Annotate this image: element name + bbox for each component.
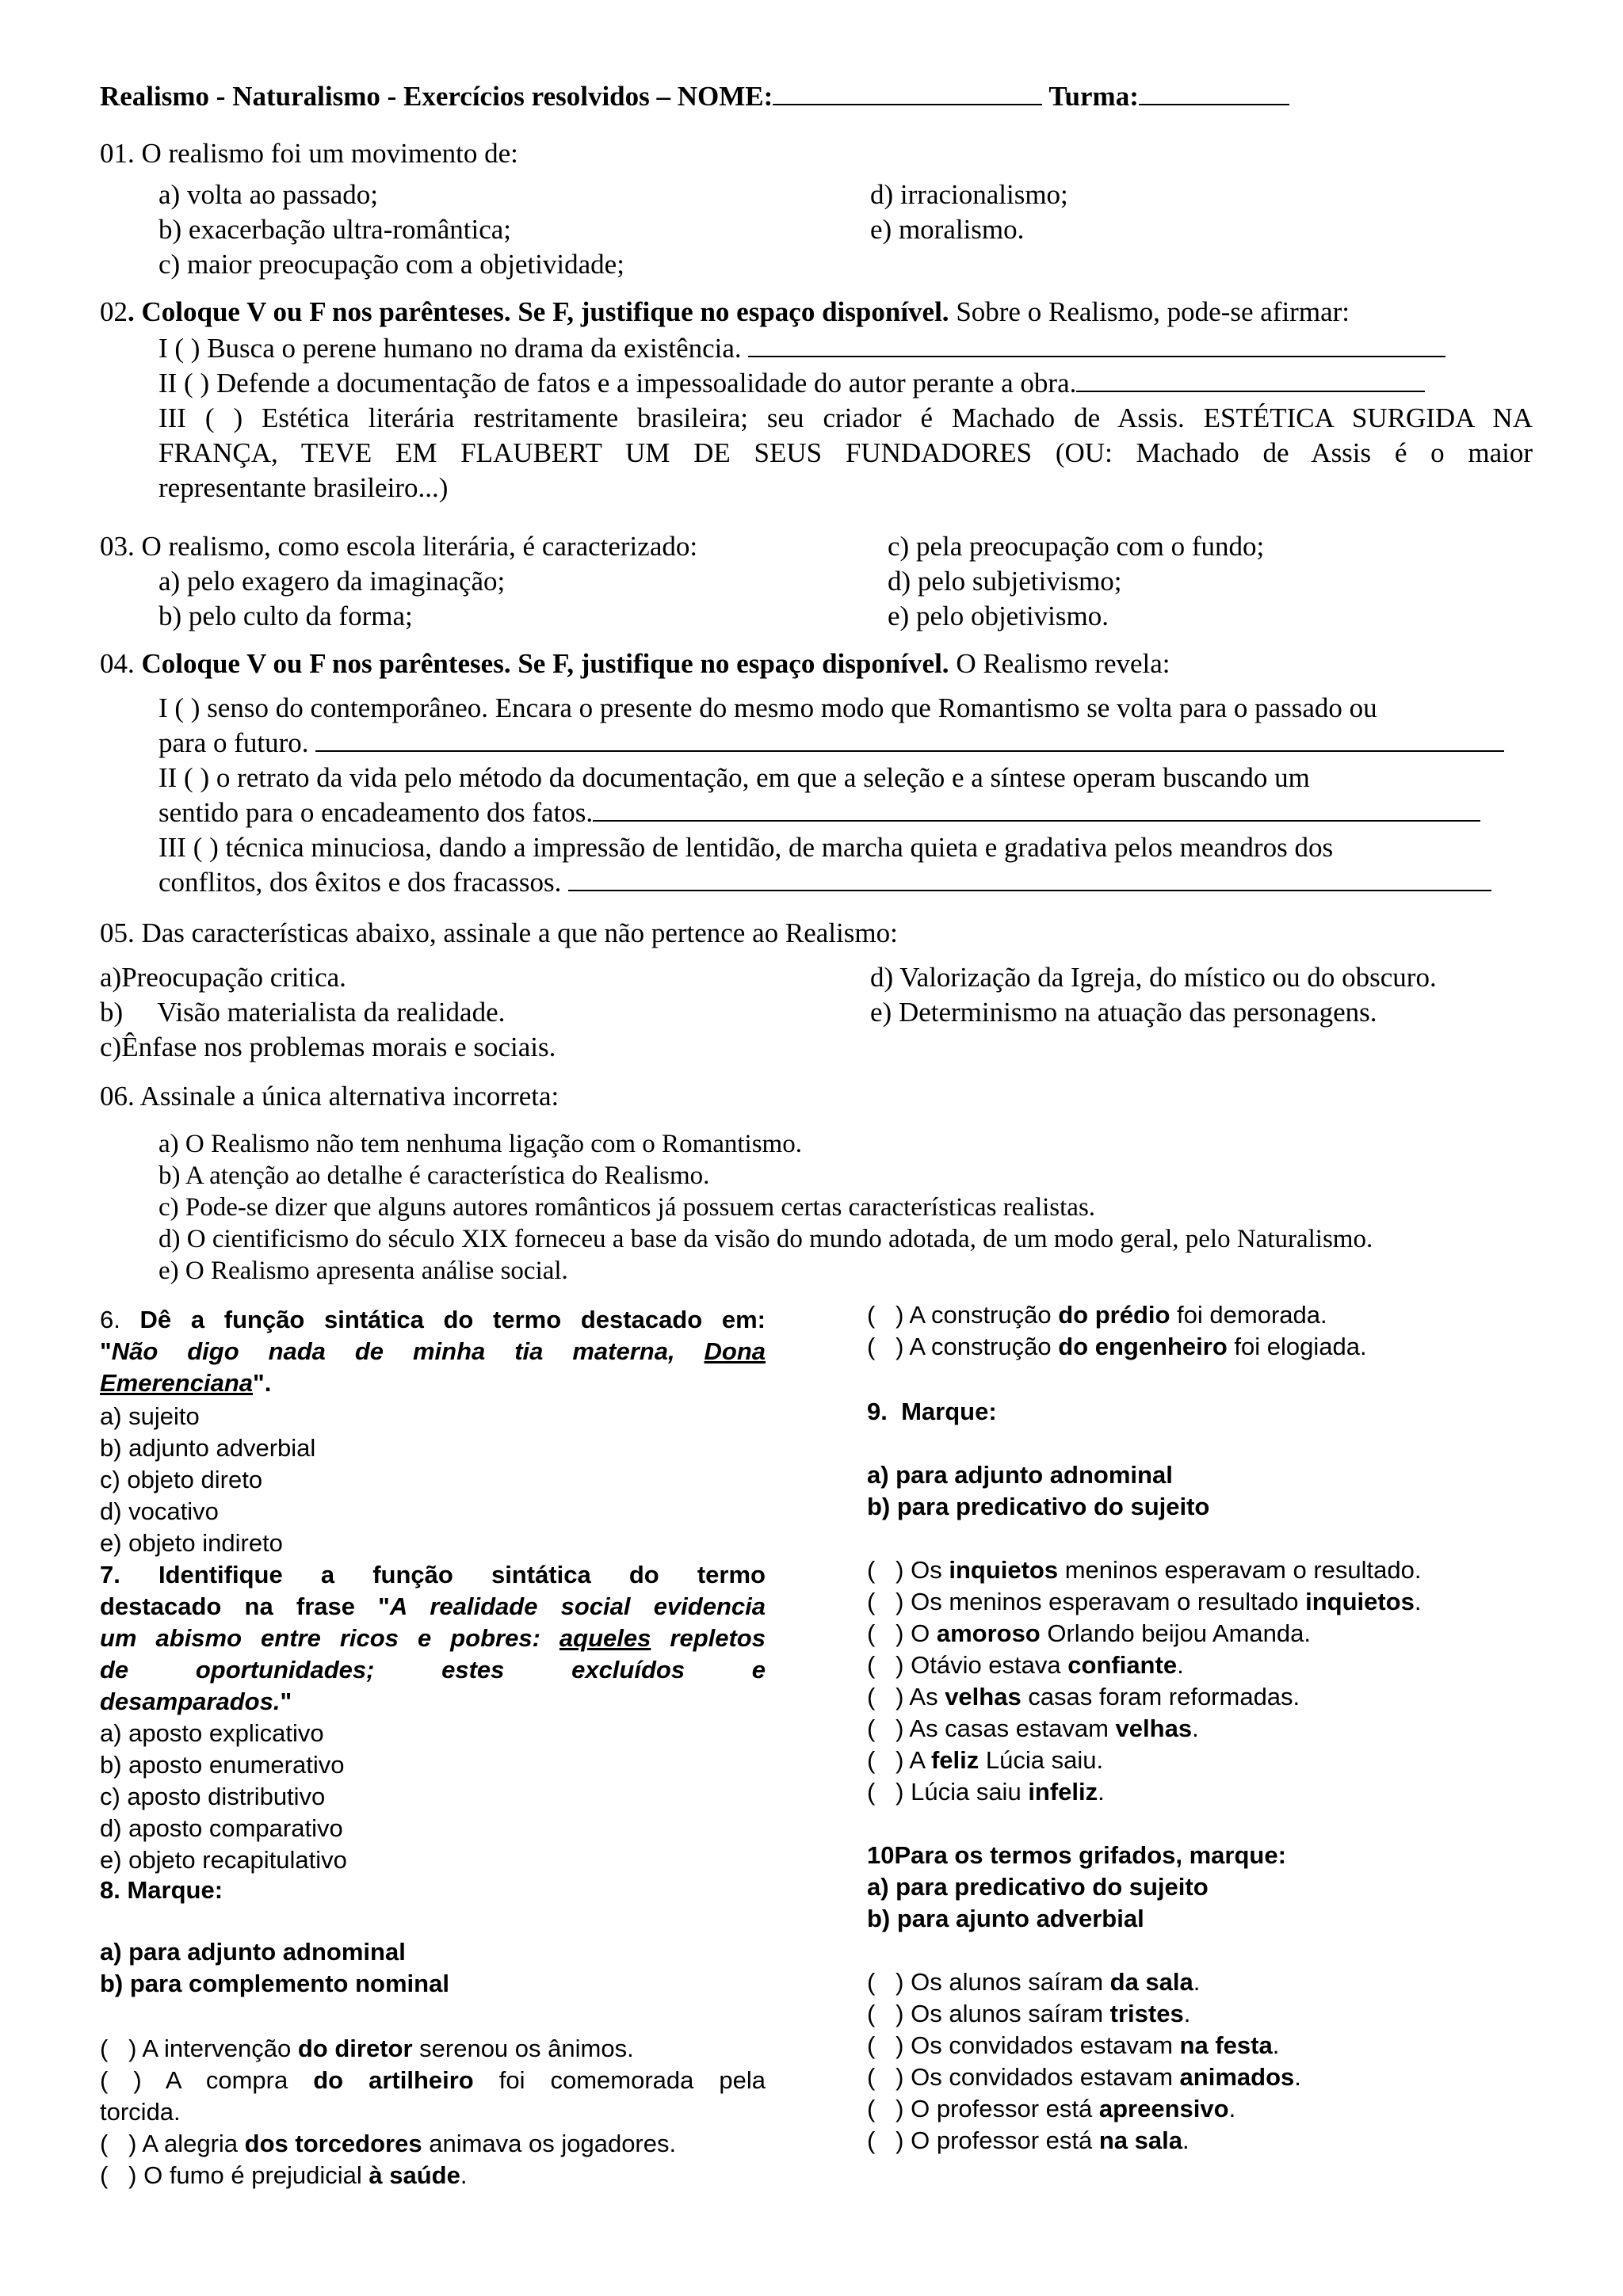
s6-option-b: b) adjunto adverbial [100,1434,316,1462]
s10-item-3-post: . [1272,2031,1280,2059]
s8-item-5-pre: ( ) A construção [867,1301,1059,1329]
s10-item-1 [867,1966,1200,1998]
s8-item-2-cont: torcida. [100,2098,181,2126]
s10-item-6 [867,2125,1190,2157]
s9-item-5 [867,1681,1300,1713]
q2-item-i-text: I ( ) Busca o perene humano no drama da existência. [158,333,742,364]
q3-option-c: c) pela preocupação com o fundo; [888,531,1265,562]
title-text: Realismo - Naturalismo - Exercícios resolvidos – NOME: [100,81,773,112]
q4-item-iii-answer-line[interactable] [568,866,1491,891]
s7-stem-line2-text: destacado na frase " [100,1592,390,1620]
s7-stem-line5 [100,1686,292,1718]
s7-stem-line1: 7. Identifique a função sintática do termo [100,1561,766,1589]
s10-item-5-term: apreensivo [1098,2095,1229,2122]
q3-option-a: a) pelo exagero da imaginação; [158,566,506,597]
s10-item-6-post: . [1182,2126,1190,2154]
s9-item-7 [867,1745,1103,1776]
s8-item-1-post: serenou os ânimos. [412,2035,634,2062]
s9-key-b: b) para predicativo do sujeito [867,1493,1210,1520]
s9-key-a: a) para adjunto adnominal [867,1461,1173,1489]
q5-option-b: b) Visão materialista da realidade. [100,997,506,1028]
s9-item-3-post: Orlando beijou Amanda. [1040,1619,1311,1647]
s10-item-5-post: . [1228,2095,1236,2122]
q4-item-i-line2-text: para o futuro. [158,727,309,758]
s7-option-e: e) objeto recapitulativo [100,1846,347,1874]
s10-item-2 [867,1998,1190,2030]
s10-item-5-pre: ( ) O professor está [867,2095,1099,2122]
s9-item-6 [867,1713,1199,1745]
s6-stem-line2 [100,1336,766,1367]
s6-highlighted-term-a: Dona [704,1337,766,1365]
q4-context: O Realismo revela: [949,648,1170,679]
s9-item-1-term: inquietos [949,1556,1059,1584]
s9-item-2-post: . [1414,1588,1422,1615]
s9-item-8 [867,1776,1105,1808]
q2-item-ii-answer-line[interactable] [1076,367,1425,392]
s6-quote-open: " [100,1337,112,1365]
s9-item-8-pre: ( ) Lúcia saiu [867,1778,1029,1806]
s9-item-4-term: confiante [1067,1651,1178,1679]
s10-item-2-pre: ( ) Os alunos saíram [867,2000,1110,2027]
s6-option-a: a) sujeito [100,1402,200,1430]
s6-option-e: e) objeto indireto [100,1529,283,1557]
q4-item-i-answer-line[interactable] [315,727,1504,752]
s10-key-b: b) para ajunto adverbial [867,1905,1144,1932]
s9-item-1-post: meninos esperavam o resultado. [1058,1556,1422,1584]
q4-item-i-line2 [158,726,1504,761]
s7-stem-line4: de oportunidades; estes excluídos e [100,1656,766,1684]
s8-key-a: a) para adjunto adnominal [100,1938,406,1966]
s10-title: 10Para os termos grifados, marque: [867,1841,1286,1869]
s10-item-1-term: da sala [1109,1968,1193,1996]
q3-option-d: d) pelo subjetivismo; [888,566,1122,597]
s8-item-1 [100,2033,634,2065]
q5-option-a: a)Preocupação critica. [100,962,346,993]
s8-item-6-pre: ( ) A construção [867,1333,1059,1360]
turma-field[interactable] [1139,80,1289,105]
s7-option-b: b) aposto enumerativo [100,1751,345,1779]
s6-sentence: Não digo nada de minha tia materna, [111,1337,705,1365]
s9-item-3-pre: ( ) O [867,1619,937,1647]
q6-option-e: e) O Realismo apresenta análise social. [158,1257,568,1285]
s10-item-3 [867,2030,1279,2061]
s8-item-3 [100,2128,676,2160]
s8-item-5-post: foi demorada. [1170,1301,1327,1329]
q4-item-iii-line1: III ( ) técnica minuciosa, dando a impressão de lentidão, de marcha quieta e gradativa pelos meandros dos [158,832,1334,863]
s8-key-b: b) para complemento nominal [100,1970,449,1997]
s8-item-1-term: do diretor [297,2035,413,2062]
q1-option-e: e) moralismo. [870,214,1025,245]
s10-item-3-term: na festa [1179,2031,1273,2059]
s10-item-3-pre: ( ) Os convidados estavam [867,2031,1180,2059]
q4-item-ii-line2 [158,795,1480,830]
q4-item-iii-line2-text: conflitos, dos êxitos e dos fracassos. [158,867,562,898]
s9-item-6-post: . [1192,1714,1199,1742]
s9-item-6-term: velhas [1115,1714,1193,1742]
s10-item-6-pre: ( ) O professor está [867,2126,1099,2154]
q2-context: Sobre o Realismo, pode-se afirmar: [949,296,1350,327]
q2-item-ii [158,366,1425,401]
q6-stem: 06. Assinale a única alternativa incorreta: [100,1081,559,1112]
s9-item-4-post: . [1177,1651,1184,1679]
q2-item-i-answer-line[interactable] [748,332,1445,357]
s6-quote-close: ". [253,1369,272,1397]
q1-option-b: b) exacerbação ultra-romântica; [158,214,512,245]
s8-item-1-pre: ( ) A intervenção [100,2035,298,2062]
s7-option-d: d) aposto comparativo [100,1814,343,1842]
q1-option-a: a) volta ao passado; [158,179,378,210]
s8-title: 8. Marque: [100,1876,223,1904]
s8-item-3-pre: ( ) A alegria [100,2130,245,2157]
s9-item-6-pre: ( ) As casas estavam [867,1714,1116,1742]
q3-option-b: b) pelo culto da forma; [158,601,413,631]
q3-option-e: e) pelo objetivismo. [888,601,1109,631]
s7-highlighted-term: aqueles [559,1624,651,1652]
s8-item-2 [100,2065,766,2096]
q2-item-iii-line1: III ( ) Estética literária restritamente brasileira; seu criador é Machado de Assis. ESTÉTICA SURGIDA NA [158,402,1533,433]
s8-item-3-term: dos torcedores [244,2130,422,2157]
s7-sentence-d: desamparados. [100,1688,281,1715]
q6-option-b: b) A atenção ao detalhe é característica do Realismo. [158,1161,710,1190]
s9-item-5-pre: ( ) As [867,1683,945,1711]
s9-item-1-pre: ( ) Os [867,1556,949,1584]
q4-stem [100,646,1170,681]
s9-item-3 [867,1618,1311,1650]
s9-item-8-term: infeliz [1028,1778,1098,1806]
s9-item-7-pre: ( ) A [867,1746,931,1774]
q2-item-iii-line3: representante brasileiro...) [158,472,449,503]
s7-sentence-a: A realidade social evidencia [389,1592,766,1620]
s6-stem-line3 [100,1367,271,1399]
q6-option-d: d) O cientificismo do século XIX forneceu a base da visão do mundo adotada, de um modo geral, pelo Naturalismo. [158,1225,1373,1253]
s10-item-1-pre: ( ) Os alunos saíram [867,1968,1110,1996]
s7-stem-line3 [100,1623,766,1654]
s8-item-6 [867,1331,1367,1363]
s6-option-c: c) objeto direto [100,1466,263,1493]
s8-item-2-pre: ( ) A compra [100,2066,314,2094]
s10-item-2-post: . [1183,2000,1191,2027]
s8-item-2-post: foi comemorada pela [473,2066,766,2094]
s9-item-4-pre: ( ) Otávio estava [867,1651,1068,1679]
s6-stem-line1 [100,1304,766,1336]
s8-item-3-post: animava os jogadores. [422,2130,677,2157]
s9-item-5-post: casas foram reformadas. [1021,1683,1300,1711]
s10-item-1-post: . [1193,1968,1201,1996]
s9-item-7-term: feliz [930,1746,980,1774]
s9-item-7-post: Lúcia saiu. [979,1746,1104,1774]
q4-item-i-line1: I ( ) senso do contemporâneo. Encara o presente do mesmo modo que Romantismo se volta para o passado ou [158,692,1377,723]
s7-sentence-b: um abismo entre ricos e pobres: [100,1624,559,1652]
s7-stem-line2 [100,1591,766,1623]
s7-sentence-c: repletos [651,1624,766,1652]
q2-stem [100,295,1350,330]
s9-item-1 [867,1554,1421,1586]
s8-item-4 [100,2160,467,2191]
q2-number: 02 [100,296,128,327]
q1-stem: 01. O realismo foi um movimento de: [100,138,518,169]
q5-option-d: d) Valorização da Igreja, do místico ou do obscuro. [870,962,1437,993]
q5-option-e: e) Determinismo na atuação das personagens. [870,997,1377,1028]
s9-item-8-post: . [1098,1778,1105,1806]
q4-instruction: Coloque V ou F nos parênteses. Se F, justifique no espaço disponível. [141,648,949,679]
q2-item-iii-line2: FRANÇA, TEVE EM FLAUBERT UM DE SEUS FUNDADORES (OU: Machado de Assis é o maior [158,437,1533,468]
s10-key-a: a) para predicativo do sujeito [867,1873,1209,1901]
s8-item-4-pre: ( ) O fumo é prejudicial [100,2161,369,2189]
q6-option-c: c) Pode-se dizer que alguns autores românticos já possuem certas características realistas. [158,1193,1096,1222]
s7-option-a: a) aposto explicativo [100,1719,324,1747]
q5-stem: 05. Das características abaixo, assinale a que não pertence ao Realismo: [100,917,898,948]
s6-instruction: Dê a função sintática do termo destacado em: [139,1306,766,1333]
s8-item-5-term: do prédio [1058,1301,1170,1329]
s8-item-4-post: . [460,2161,468,2189]
q2-item-ii-text: II ( ) Defende a documentação de fatos e a impessoalidade do autor perante a obra. [158,368,1077,399]
s9-item-4 [867,1650,1184,1681]
s10-item-6-term: na sala [1098,2126,1182,2154]
s8-item-5 [867,1299,1327,1331]
s9-item-3-term: amoroso [936,1619,1041,1647]
s9-title: 9. Marque: [867,1398,997,1425]
q4-number: 04. [100,648,142,679]
s9-item-5-term: velhas [945,1683,1022,1711]
s10-item-4 [867,2061,1301,2093]
s8-item-6-term: do engenheiro [1058,1333,1228,1360]
q4-item-ii-line2-text: sentido para o encadeamento dos fatos. [158,797,594,828]
page-title [100,79,1289,114]
s9-item-2-pre: ( ) Os meninos esperavam o resultado [867,1588,1306,1615]
s9-item-2 [867,1586,1421,1618]
q1-option-c: c) maior preocupação com a objetividade; [158,249,624,280]
s10-item-4-post: . [1294,2063,1301,2091]
s7-quote-close: " [280,1688,292,1715]
q4-item-ii-line1: II ( ) o retrato da vida pelo método da documentação, em que a seleção e a síntese operam buscando um [158,762,1310,793]
s10-item-2-term: tristes [1109,2000,1184,2027]
q4-item-iii-line2 [158,865,1491,900]
s8-item-2-term: do artilheiro [313,2066,474,2094]
s8-item-6-post: foi elogiada. [1227,1333,1367,1360]
s6-highlighted-term-b: Emerenciana [100,1369,253,1397]
q4-item-ii-answer-line[interactable] [593,796,1480,822]
q5-option-c: c)Ênfase nos problemas morais e sociais. [100,1032,556,1062]
q6-option-a: a) O Realismo não tem nenhuma ligação com o Romantismo. [158,1130,802,1158]
q3-stem: 03. O realismo, como escola literária, é caracterizado: [100,531,698,562]
q1-option-d: d) irracionalismo; [870,179,1068,210]
s6-option-d: d) vocativo [100,1497,219,1525]
s8-item-4-term: à saúde [369,2161,460,2189]
s7-option-c: c) aposto distributivo [100,1783,326,1810]
q2-instruction: . Coloque V ou F nos parênteses. Se F, justifique no espaço disponível. [128,296,949,327]
turma-label: Turma: [1048,81,1139,112]
q2-item-i [158,331,1445,366]
s10-item-4-pre: ( ) Os convidados estavam [867,2063,1180,2091]
s6-number: 6. [100,1306,140,1333]
s9-item-2-term: inquietos [1305,1588,1415,1615]
name-field[interactable] [773,80,1042,105]
s10-item-4-term: animados [1179,2063,1295,2091]
s10-item-5 [867,2093,1235,2125]
